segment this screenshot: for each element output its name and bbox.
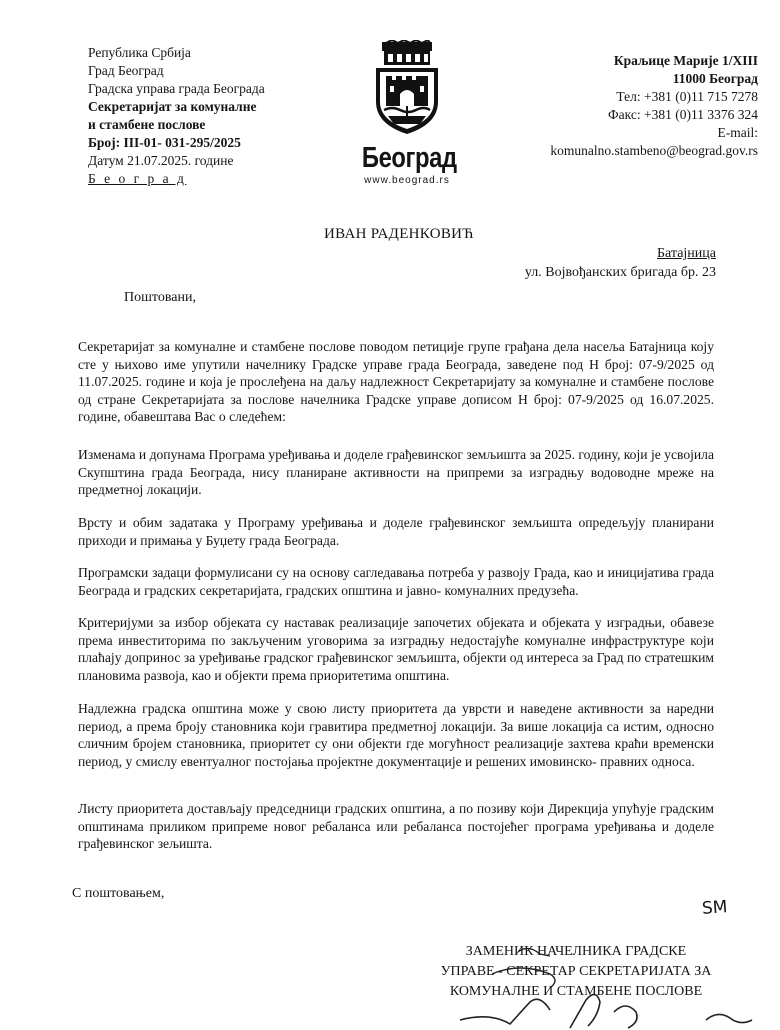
paragraph-intro: Секретаријат за комуналне и стамбене послове поводом петиције групе грађана дела насеља Батајница коју сте у њихово име упутили начелнику Градске управе града Београда, заведене под Н број: 07-9/2025 од 11.07.2025. године и која је прослеђена на даљу надлежност Секретаријату за комуналне и стамбене послове од стране Секретаријата за послове начелника Градске управе дописом Н број: 07-9/2025 од 16.07.2025. године, обавештава Вас о следећем:: [78, 339, 714, 424]
contact-fax: Факс: +381 (0)11 3376 324: [608, 107, 758, 122]
contact-header: [550, 52, 758, 160]
city-logo: [352, 40, 462, 186]
recipient-address: [525, 244, 716, 282]
contact-street: Краљице Марије 1/XIII: [613, 53, 758, 68]
sender-secretariat-cont: и стамбене послове: [88, 117, 206, 132]
recipient-name: ИВАН РАДЕНКОВИЋ: [324, 226, 474, 242]
contact-postal: 11000 Београд: [672, 71, 758, 86]
recipient-street: ул. Војвођанских бригада бр. 23: [524, 265, 716, 280]
paragraph-criteria: Критеријуми за избор објеката су наставак реализације започетих објеката и објеката у изградњи, обавезе према инвеститорима по закљученим уговорима за изградњу недостајуће комуналне инфраструктуре који плаћају допринос за уређивање градског грађевинског земљишта, објекти од интереса за Град по стратешким плановима развоја, као и објекти према приоритетима општина.: [78, 615, 714, 683]
sender-country: Република Србија: [88, 45, 191, 60]
handwritten-initials: ЅМ: [701, 897, 729, 919]
signature-title-line2: УПРАВЕ - СЕКРЕТАР СЕКРЕТАРИЈАТА ЗА: [440, 964, 712, 979]
contact-email: komunalno.stambeno@beograd.gov.rs: [550, 143, 758, 158]
paragraph-program: Изменама и допунама Програма уређивања и доделе грађевинског земљишта за 2025. годину, који је усвојила Скупштина града Београда, нису планиране активности на припреми за изградњу водоводне мреже на предметној локацији.: [78, 447, 714, 497]
sender-secretariat: Секретаријат за комуналне: [88, 99, 257, 114]
signature-title-line3: КОМУНАЛНЕ И СТАМБЕНЕ ПОСЛОВЕ: [449, 984, 703, 999]
paragraph-priorities: Листу приоритета достављају председници градских општина, а по позиву који Дирекција упућује градским општинама приликом припреме новог ребаланса или ребаланса постојећег програма уређивања и доделе грађевинског зељишта.: [78, 801, 714, 851]
recipient-place: Батајница: [657, 246, 716, 261]
signature-scribble: [400, 940, 760, 1030]
closing-salutation: С поштовањем,: [72, 886, 165, 901]
contact-phone: Тел: +381 (0)11 715 7278: [616, 89, 758, 104]
document-date: Датум 21.07.2025. године: [88, 153, 234, 168]
belgrade-coat-of-arms-icon: [372, 40, 442, 136]
logo-website: www.beograd.rs: [364, 175, 450, 186]
logo-wordmark: Београд: [361, 142, 457, 174]
document-city: Б е о г р а д: [88, 171, 187, 186]
sender-header: [88, 44, 265, 188]
signature-title-line1: ЗАМЕНИК НАЧЕЛНИКА ГРАДСКЕ: [465, 944, 687, 959]
sender-administration: Градска управа града Београда: [88, 81, 265, 96]
reference-number: Број: III-01- 031-295/2025: [88, 135, 241, 150]
paragraph-scope: Врсту и обим задатака у Програму уређивања и доделе грађевинског земљишта опредељују планирани приходи и примања у Буџету града Београда.: [78, 515, 714, 548]
paragraph-municipality: Надлежна градска општина може у свою листу приоритета да уврсти и наведене активности за наредни период, а према броју становника који гравитира предметној локацији. За више локација са истим, односно сличним бројем становника, приоритет су они објекти где могућност реализације захтева краћи временски период, у смислу евентуалног постојања пројектне документације и решених имовинско- правних односа.: [78, 701, 714, 769]
paragraph-tasks: Програмски задаци формулисани су на основу сагледавања потреба у развоју Града, као и иницијатива града Београда и градских секретаријата, градских општина и јавно- комуналних предузећа.: [78, 565, 714, 598]
contact-email-label: E-mail:: [717, 125, 758, 140]
sender-city: Град Београд: [88, 63, 164, 78]
greeting: Поштовани,: [124, 290, 196, 305]
